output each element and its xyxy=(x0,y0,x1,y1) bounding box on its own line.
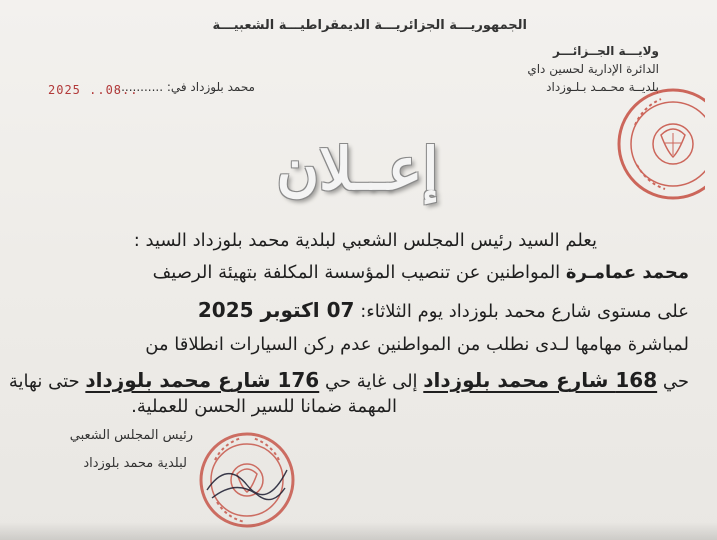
commune-line: بلديــة محـمـد بـلـوزداد xyxy=(546,80,659,94)
body-line-1: يعلم السيد رئيس المجلس الشعبي لبلدية محمد بلوزداد السيد : xyxy=(133,230,597,251)
signature-commune: لبلدية محمد بلوزداد xyxy=(83,456,187,471)
official-seal-icon xyxy=(613,85,705,203)
wilaya-line: ولايـــة الجــزائـــر xyxy=(553,44,659,58)
title-block xyxy=(250,135,465,215)
body-line-4: لمباشرة مهامها لـدى نطلب من المواطنين عدم ركن السيارات انطلاقا من xyxy=(145,334,689,355)
republic-header: الجمهوريـــة الجزائريـــة الديمقراطيـــة الشعبيـــة xyxy=(212,18,527,33)
body-line-6: المهمة ضمانا للسير الحسن للعملية. xyxy=(131,396,397,417)
body-date: 07 اكتوبر 2025 xyxy=(197,298,355,322)
body-line-2-rest: المواطنين عن تنصيب المؤسسة المكلفة بتهيئة الرصيف xyxy=(152,262,566,283)
address-end: 176 شارع محمد بلوزداد xyxy=(85,368,320,392)
signature-seal-icon xyxy=(197,430,297,530)
body-line-5-c: إلى غاية حي xyxy=(319,371,424,392)
body-name: محمد عمامـرة xyxy=(565,262,689,283)
date-line: محمد بلوزداد في: ............. xyxy=(113,80,255,94)
body-line-5-e: حتى نهاية xyxy=(8,371,86,392)
body-line-5-a: حي xyxy=(657,371,689,392)
announcement-title: إعــلان xyxy=(276,135,439,203)
address-start: 168 شارع محمد بلوزداد xyxy=(423,368,658,392)
body-line-5 xyxy=(9,368,689,392)
signature-title: رئيس المجلس الشعبي xyxy=(69,428,193,443)
date-stamp: 2025 ..08.. xyxy=(48,83,139,97)
page-shadow xyxy=(0,522,717,540)
body-line-3 xyxy=(198,298,689,322)
body-line-2 xyxy=(153,262,689,283)
daira-line: الدائرة الإدارية لحسين داي xyxy=(527,62,659,76)
body-line-3-start: على مستوى شارع محمد بلوزداد يوم الثلاثاء: xyxy=(354,301,689,322)
